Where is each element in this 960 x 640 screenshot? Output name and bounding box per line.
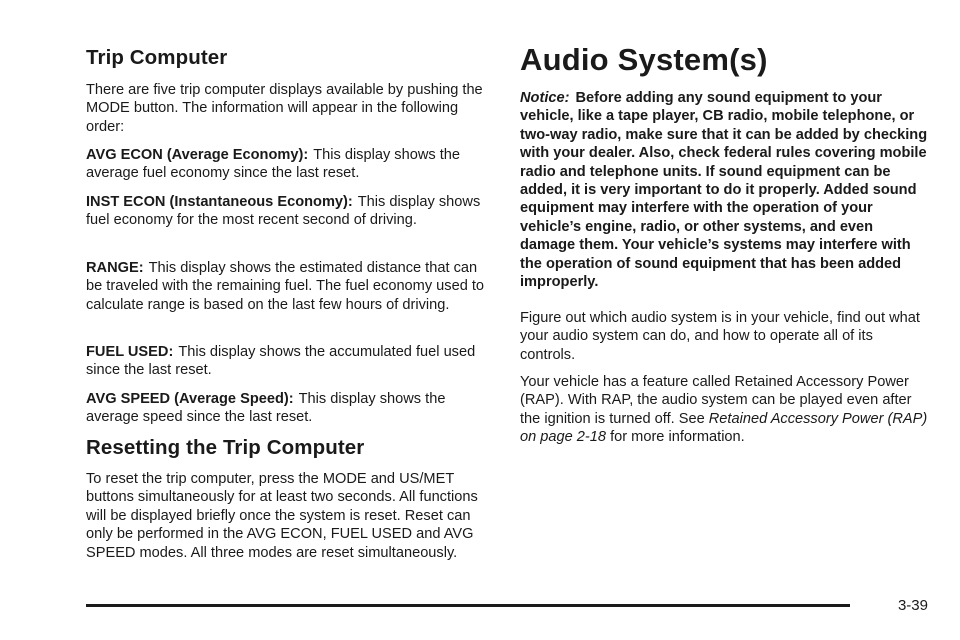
range-text: This display shows the estimated distance that can be traveled with the remaining fuel. The fuel economy used to calculate range is based on the last few hours of driving. (86, 260, 485, 313)
avg-econ-text: This display shows the average fuel economy since the last reset. (86, 147, 461, 182)
audio-system-heading: Audio System(s) (520, 42, 768, 77)
inst-econ-text: This display shows fuel economy for the most recent second of driving. (86, 194, 481, 229)
audio-paragraph-2 (520, 373, 930, 447)
footer-rule (86, 604, 850, 607)
avg-econ-item (86, 146, 496, 183)
trip-computer-heading: Trip Computer (86, 46, 228, 69)
avg-speed-term: AVG SPEED (Average Speed): (86, 391, 294, 407)
notice-paragraph (520, 89, 930, 291)
inst-econ-term: INST ECON (Instantaneous Economy): (86, 194, 353, 210)
fuel-used-term: FUEL USED: (86, 344, 174, 360)
rap-cross-reference-link[interactable]: Retained Accessory Power (RAP) on page 2-18 (520, 410, 928, 446)
rap-text-end: for more information. (606, 429, 745, 446)
notice-text: Before adding any sound equipment to your vehicle, like a tape player, CB radio, mobile telephone, or two-way radio, make sure that it can be added by checking with your dealer. Also, check federal rules covering mobile radio and telephone units. If sound equipment can be added, it is very important to do it properly. Added sound equipment may interfere with the operation of your vehicle’s engine, radio, or other systems, and even damage them. Your vehicle’s systems may interfere with the operation of sound equipment that has been added improperly. (520, 90, 928, 291)
avg-speed-item (86, 390, 496, 427)
rap-text-start: Your vehicle has a feature called Retained Accessory Power (RAP). With RAP, the audio system can be played even after the ignition is turned off. See (520, 374, 912, 427)
range-item (86, 259, 496, 314)
range-term: RANGE: (86, 260, 144, 276)
avg-speed-text: This display shows the average speed since the last reset. (86, 391, 446, 426)
fuel-used-item (86, 343, 496, 380)
audio-paragraph-1: Figure out which audio system is in your vehicle, find out what your audio system can do, and how to operate all of its controls. (520, 310, 920, 363)
inst-econ-item (86, 193, 496, 230)
trip-computer-intro: There are five trip computer displays available by pushing the MODE button. The information will appear in the following order: (86, 82, 483, 135)
resetting-heading: Resetting the Trip Computer (86, 436, 365, 459)
fuel-used-text: This display shows the accumulated fuel used since the last reset. (86, 344, 476, 379)
page-number: 3-39 (897, 597, 928, 614)
avg-econ-term: AVG ECON (Average Economy): (86, 147, 309, 163)
reset-paragraph: To reset the trip computer, press the MODE and US/MET buttons simultaneously for at least two seconds. All functions will be displayed briefly once the system is reset. Reset can only be performed in the AVG ECON, FUEL USED and AVG SPEED modes. All three modes are reset simultaneously. (86, 471, 478, 561)
notice-label: Notice: (520, 90, 570, 106)
